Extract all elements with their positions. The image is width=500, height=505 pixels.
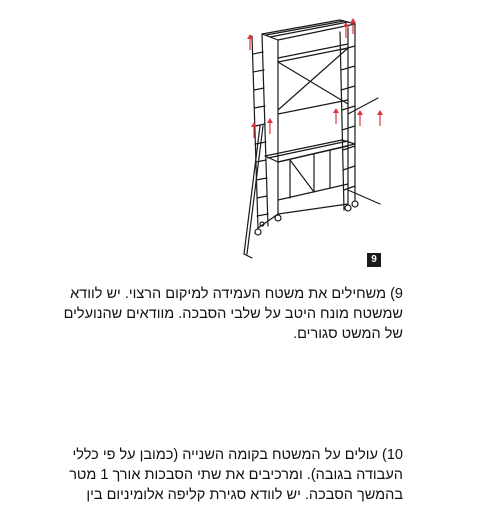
step-9-line-1: 9) משחילים את משטח העמידה למיקום הרצוי. יש לוודא	[70, 286, 403, 302]
step-9-line-3: של המשט סגורים.	[293, 326, 403, 342]
scaffold-tower-illustration	[230, 14, 390, 270]
figure-number-badge: 9	[367, 253, 381, 267]
step-10-line-1: 10) עולים על המשטח בקומה השנייה (כמובן על פי כללי	[72, 447, 403, 463]
step-10-line-2: העבודה בגובה). ומרכיבים את שתי הסבכות אורך 1 מטר	[69, 467, 403, 483]
step-10-line-3: בהמשך הסבכה. יש לוודא סגירת קליפה אלומיניום בין	[86, 487, 403, 503]
step-10-paragraph	[69, 445, 403, 505]
step-9-line-2: שמשטח מונח היטב על שלבי הסבכה. מוודאים שהנועלים	[63, 306, 403, 322]
step-9-paragraph	[63, 284, 403, 344]
scaffold-tower-icon	[230, 14, 390, 270]
